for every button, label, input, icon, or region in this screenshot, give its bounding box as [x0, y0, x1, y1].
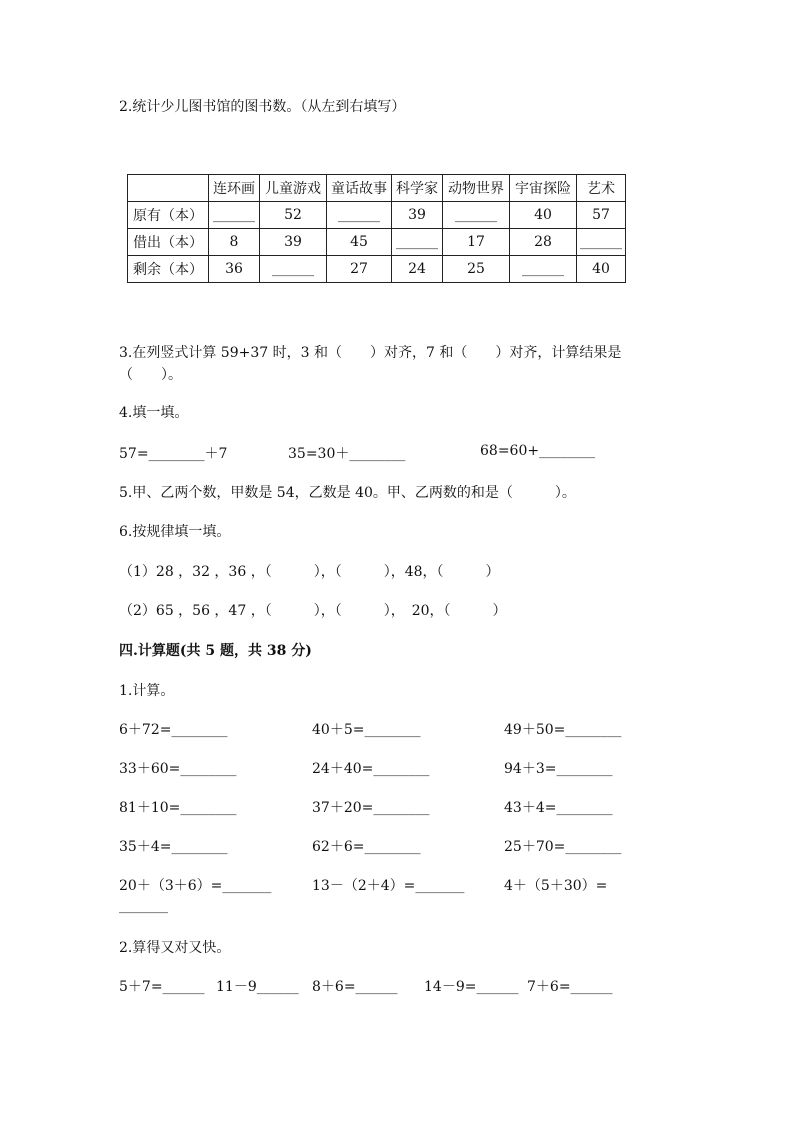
table-cell: 28	[510, 229, 577, 256]
table-cell: 8	[209, 229, 260, 256]
calc-item: 43＋4=________	[504, 800, 613, 816]
q4-item: 68=60+________	[480, 443, 596, 459]
q4-item: 57=________＋7	[119, 446, 228, 462]
row-label: 剩余（本）	[128, 256, 209, 283]
table-cell: 52	[260, 202, 327, 229]
table-cell: 36	[209, 256, 260, 283]
calc-item: 37＋20=________	[312, 800, 430, 816]
table-cell: ______	[209, 202, 260, 229]
q6-line2: （2）65 ，56 ，47 ，（ ），（ ）， 20，（ ）	[119, 603, 507, 619]
calc-item: 40＋5=________	[312, 722, 421, 738]
calc1-title: 1.计算。	[119, 683, 175, 699]
table-header-cell: 艺术	[577, 175, 626, 202]
calc-item: 94＋3=________	[504, 761, 613, 777]
table-header-cell: 宇宙探险	[510, 175, 577, 202]
q2-title: 2.统计少儿图书馆的图书数。（从左到右填写）	[119, 99, 406, 115]
calc-item: 33＋60=________	[119, 761, 237, 777]
table-cell: ______	[327, 202, 392, 229]
calc-item: 62＋6=________	[312, 839, 421, 855]
table-cell: 17	[443, 229, 510, 256]
q4-item: 35=30＋________	[288, 446, 406, 462]
q5-text: 5.甲、乙两个数，甲数是 54，乙数是 40。甲、乙两数的和是（ ）。	[119, 485, 576, 501]
calc-item: 13－（2＋4）=_______	[312, 878, 465, 894]
calc2-item: 11－9______	[216, 979, 299, 995]
table-cell: ______	[510, 256, 577, 283]
calc2-item: 8＋6=______	[312, 979, 398, 995]
table-cell: 25	[443, 256, 510, 283]
calc-item: 35＋4=________	[119, 839, 228, 855]
table-header-cell: 儿童游戏	[260, 175, 327, 202]
calc2-title: 2.算得又对又快。	[119, 940, 231, 956]
q6-line1: （1）28 ，32 ，36 ，（ ），（ ），48，（ ）	[119, 564, 500, 580]
q6-title: 6.按规律填一填。	[119, 524, 231, 540]
q3-line1: 3.在列竖式计算 59+37 时，3 和（ ）对齐，7 和（ ）对齐，计算结果是	[119, 345, 622, 361]
calc-item: 6＋72=________	[119, 722, 228, 738]
table-row	[128, 202, 626, 229]
table-cell: 40	[577, 256, 626, 283]
table-cell: ______	[577, 229, 626, 256]
table-cell: 39	[260, 229, 327, 256]
table-cell: 57	[577, 202, 626, 229]
calc2-item: 5＋7=______	[119, 979, 205, 995]
calc2-item: 7＋6=______	[527, 979, 613, 995]
row-label: 原有（本）	[128, 202, 209, 229]
calc-item: 25＋70=________	[504, 839, 622, 855]
row-label: 借出（本）	[128, 229, 209, 256]
table-cell: ______	[392, 229, 443, 256]
calc-item: 49＋50=________	[504, 722, 622, 738]
calc-overflow-blank: _______	[119, 898, 168, 914]
table-header-cell: 连环画	[209, 175, 260, 202]
q4-title: 4.填一填。	[119, 405, 189, 421]
calc-item: 4＋（5＋30）=	[504, 878, 608, 894]
table-cell: 39	[392, 202, 443, 229]
table-row	[128, 229, 626, 256]
table-header-cell: 童话故事	[327, 175, 392, 202]
calc2-item: 14－9=______	[424, 979, 519, 995]
calc-item: 24＋40=________	[312, 761, 430, 777]
table-corner-cell	[128, 175, 209, 202]
calc-item: 20＋（3＋6）=_______	[119, 878, 272, 894]
table-header-cell: 动物世界	[443, 175, 510, 202]
table-header-cell: 科学家	[392, 175, 443, 202]
table-row	[128, 256, 626, 283]
table-cell: 45	[327, 229, 392, 256]
library-table	[127, 174, 626, 283]
table-cell: ______	[260, 256, 327, 283]
table-cell: ______	[443, 202, 510, 229]
table-header-row	[128, 175, 626, 202]
table-cell: 40	[510, 202, 577, 229]
q3-line2: （ ）。	[119, 367, 182, 383]
table-cell: 27	[327, 256, 392, 283]
section4-title: 四.计算题(共 5 题，共 38 分)	[119, 643, 312, 659]
table-cell: 24	[392, 256, 443, 283]
calc-item: 81＋10=________	[119, 800, 237, 816]
